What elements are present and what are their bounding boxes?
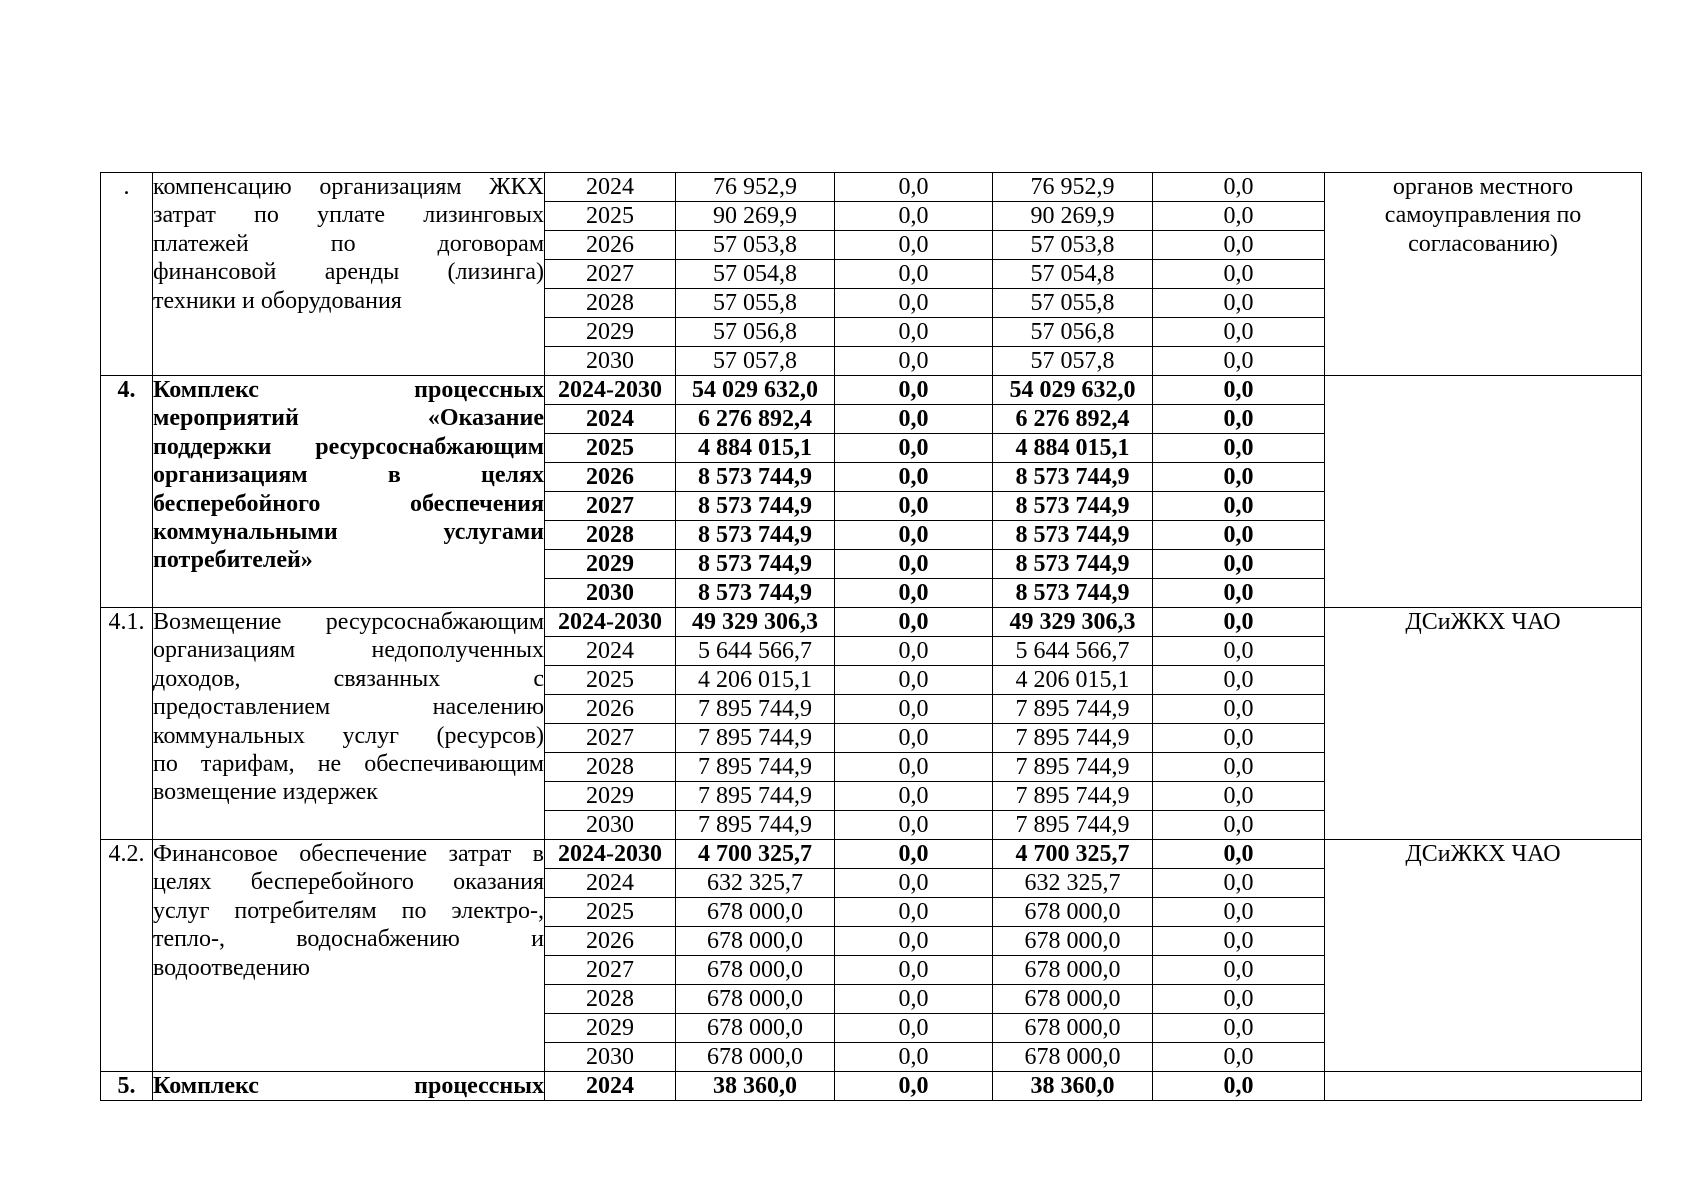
description-line: предоставлением населению [153,694,544,721]
amount-cell: 57 057,8 [993,347,1153,376]
amount-cell: 0,0 [1153,1014,1325,1043]
description-line: целях бесперебойного оказания [153,869,544,896]
description-line: финансовой аренды (лизинга) [153,259,544,286]
amount-cell: 57 053,8 [993,231,1153,260]
year-cell: 2024 [545,1072,676,1101]
executor-line: органов местного [1392,174,1574,200]
executor-line: ДСиЖКХ ЧАО [1405,609,1561,635]
amount-cell: 0,0 [835,956,993,985]
table-row [101,608,1642,637]
amount-cell: 0,0 [1153,753,1325,782]
amount-cell: 0,0 [1153,289,1325,318]
amount-cell: 632 325,7 [993,869,1153,898]
amount-cell: 0,0 [1153,260,1325,289]
amount-cell: 0,0 [835,434,993,463]
amount-cell: 678 000,0 [676,1043,835,1072]
year-cell: 2030 [545,811,676,840]
description-line: поддержки ресурсоснабжающим [153,433,544,460]
amount-cell: 6 276 892,4 [993,405,1153,434]
amount-cell: 8 573 744,9 [676,492,835,521]
amount-cell: 0,0 [835,260,993,289]
amount-cell: 7 895 744,9 [993,811,1153,840]
description-line: компенсацию организациям ЖКХ [153,174,544,200]
amount-cell: 0,0 [1153,637,1325,666]
amount-cell: 0,0 [1153,231,1325,260]
amount-cell: 0,0 [835,811,993,840]
amount-cell: 57 056,8 [993,318,1153,347]
year-cell: 2030 [545,1043,676,1072]
amount-cell: 7 895 744,9 [993,695,1153,724]
description-line: по тарифам, не обеспечивающим [153,751,544,778]
year-cell: 2024 [545,637,676,666]
year-cell: 2026 [545,695,676,724]
description-cell [153,608,545,840]
amount-cell: 57 055,8 [993,289,1153,318]
amount-cell: 0,0 [835,637,993,666]
amount-cell: 54 029 632,0 [676,376,835,405]
executor-cell [1325,1072,1642,1101]
executor-line: согласованию) [1408,230,1558,257]
year-cell: 2027 [545,956,676,985]
description-line: доходов, связанных с [153,665,544,692]
amount-cell: 0,0 [1153,521,1325,550]
executor-cell [1325,376,1642,608]
amount-cell: 0,0 [1153,202,1325,231]
amount-cell: 7 895 744,9 [993,724,1153,753]
amount-cell: 4 206 015,1 [676,666,835,695]
year-cell: 2030 [545,347,676,376]
amount-cell: 8 573 744,9 [676,521,835,550]
description-line: техники и оборудования [153,287,402,314]
description-line: бесперебойного обеспечения [153,490,544,517]
year-cell: 2029 [545,782,676,811]
amount-cell: 4 884 015,1 [676,434,835,463]
amount-cell: 7 895 744,9 [676,695,835,724]
amount-cell: 0,0 [835,1072,993,1101]
amount-cell: 0,0 [1153,376,1325,405]
amount-cell: 0,0 [1153,1072,1325,1101]
amount-cell: 0,0 [1153,550,1325,579]
amount-cell: 632 325,7 [676,869,835,898]
executor-cell [1325,608,1642,840]
amount-cell: 8 573 744,9 [676,579,835,608]
amount-cell: 5 644 566,7 [993,637,1153,666]
program-table [100,172,1642,1101]
amount-cell: 0,0 [1153,463,1325,492]
amount-cell: 0,0 [835,550,993,579]
amount-cell: 5 644 566,7 [676,637,835,666]
year-cell: 2025 [545,898,676,927]
amount-cell: 8 573 744,9 [993,463,1153,492]
item-number-cell: . [101,173,153,376]
amount-cell: 0,0 [835,840,993,869]
year-cell: 2029 [545,318,676,347]
year-cell: 2024-2030 [545,840,676,869]
amount-cell: 0,0 [835,724,993,753]
amount-cell: 8 573 744,9 [993,550,1153,579]
amount-cell: 8 573 744,9 [676,463,835,492]
amount-cell: 0,0 [835,666,993,695]
year-cell: 2024 [545,405,676,434]
description-line: мероприятий «Оказание [153,405,544,432]
amount-cell: 8 573 744,9 [676,550,835,579]
year-cell: 2026 [545,463,676,492]
amount-cell: 38 360,0 [993,1072,1153,1101]
table-row [101,1072,1642,1101]
executor-cell [1325,173,1642,376]
amount-cell: 7 895 744,9 [676,753,835,782]
item-number-cell: 4.2. [101,840,153,1072]
amount-cell: 0,0 [1153,811,1325,840]
description-line: организациям в целях [153,462,544,489]
description-line: Комплекс процессных [153,1073,544,1099]
description-line: затрат по уплате лизинговых [153,202,544,229]
year-cell: 2025 [545,202,676,231]
amount-cell: 4 700 325,7 [993,840,1153,869]
amount-cell: 8 573 744,9 [993,492,1153,521]
description-cell [153,1072,545,1101]
amount-cell: 0,0 [835,492,993,521]
amount-cell: 0,0 [835,1043,993,1072]
amount-cell: 0,0 [835,927,993,956]
amount-cell: 0,0 [1153,985,1325,1014]
table-row [101,376,1642,405]
amount-cell: 0,0 [1153,869,1325,898]
year-cell: 2027 [545,724,676,753]
amount-cell: 0,0 [835,898,993,927]
amount-cell: 678 000,0 [993,1014,1153,1043]
amount-cell: 7 895 744,9 [676,811,835,840]
description-line: платежей по договорам [153,230,544,257]
amount-cell: 0,0 [835,463,993,492]
amount-cell: 7 895 744,9 [993,782,1153,811]
amount-cell: 678 000,0 [676,985,835,1014]
amount-cell: 0,0 [1153,608,1325,637]
description-line: коммунальными услугами [153,519,544,546]
amount-cell: 0,0 [1153,492,1325,521]
executor-line: ДСиЖКХ ЧАО [1405,841,1561,867]
amount-cell: 0,0 [835,608,993,637]
description-line: возмещение издержек [153,779,378,806]
amount-cell: 0,0 [835,1014,993,1043]
year-cell: 2026 [545,231,676,260]
item-number-cell: 4.1. [101,608,153,840]
amount-cell: 0,0 [835,869,993,898]
description-line: водоотведению [153,954,310,981]
amount-cell: 4 884 015,1 [993,434,1153,463]
amount-cell: 0,0 [1153,434,1325,463]
amount-cell: 0,0 [1153,724,1325,753]
amount-cell: 678 000,0 [676,956,835,985]
year-cell: 2028 [545,521,676,550]
amount-cell: 0,0 [1153,579,1325,608]
executor-line: самоуправления по [1384,202,1582,229]
description-line: Возмещение ресурсоснабжающим [153,609,544,635]
amount-cell: 57 057,8 [676,347,835,376]
amount-cell: 0,0 [835,202,993,231]
year-cell: 2029 [545,550,676,579]
year-cell: 2028 [545,985,676,1014]
description-line: потребителей» [153,547,313,574]
year-cell: 2029 [545,1014,676,1043]
description-line: услуг потребителям по электро-, [153,897,544,924]
amount-cell: 57 054,8 [676,260,835,289]
amount-cell: 6 276 892,4 [676,405,835,434]
amount-cell: 0,0 [1153,347,1325,376]
year-cell: 2024-2030 [545,376,676,405]
amount-cell: 678 000,0 [993,956,1153,985]
amount-cell: 0,0 [835,376,993,405]
amount-cell: 0,0 [1153,782,1325,811]
amount-cell: 0,0 [835,753,993,782]
amount-cell: 678 000,0 [993,1043,1153,1072]
year-cell: 2030 [545,579,676,608]
amount-cell: 76 952,9 [676,173,835,202]
amount-cell: 7 895 744,9 [993,753,1153,782]
amount-cell: 57 055,8 [676,289,835,318]
year-cell: 2024 [545,869,676,898]
amount-cell: 0,0 [835,405,993,434]
description-line: Финансовое обеспечение затрат в [153,841,544,867]
description-line: коммунальных услуг (ресурсов) [153,722,544,749]
amount-cell: 0,0 [835,985,993,1014]
amount-cell: 0,0 [835,695,993,724]
amount-cell: 0,0 [1153,840,1325,869]
amount-cell: 0,0 [1153,173,1325,202]
description-line: организациям недополученных [153,637,544,664]
amount-cell: 7 895 744,9 [676,724,835,753]
amount-cell: 49 329 306,3 [676,608,835,637]
item-number-cell: 5. [101,1072,153,1101]
item-number-cell: 4. [101,376,153,608]
amount-cell: 678 000,0 [676,927,835,956]
amount-cell: 76 952,9 [993,173,1153,202]
description-cell [153,173,545,376]
amount-cell: 0,0 [1153,927,1325,956]
amount-cell: 0,0 [1153,1043,1325,1072]
amount-cell: 0,0 [1153,695,1325,724]
year-cell: 2027 [545,260,676,289]
amount-cell: 54 029 632,0 [993,376,1153,405]
amount-cell: 678 000,0 [993,985,1153,1014]
amount-cell: 0,0 [835,318,993,347]
amount-cell: 0,0 [835,173,993,202]
amount-cell: 8 573 744,9 [993,579,1153,608]
amount-cell: 0,0 [1153,318,1325,347]
amount-cell: 0,0 [1153,956,1325,985]
amount-cell: 0,0 [835,289,993,318]
amount-cell: 57 054,8 [993,260,1153,289]
amount-cell: 90 269,9 [676,202,835,231]
amount-cell: 38 360,0 [676,1072,835,1101]
amount-cell: 0,0 [835,782,993,811]
year-cell: 2024 [545,173,676,202]
amount-cell: 90 269,9 [993,202,1153,231]
amount-cell: 678 000,0 [676,1014,835,1043]
year-cell: 2025 [545,666,676,695]
year-cell: 2024-2030 [545,608,676,637]
amount-cell: 0,0 [835,347,993,376]
amount-cell: 678 000,0 [993,898,1153,927]
amount-cell: 8 573 744,9 [993,521,1153,550]
amount-cell: 57 053,8 [676,231,835,260]
amount-cell: 4 206 015,1 [993,666,1153,695]
description-line: тепло-, водоснабжению и [153,926,544,953]
amount-cell: 0,0 [1153,405,1325,434]
description-cell [153,376,545,608]
amount-cell: 57 056,8 [676,318,835,347]
amount-cell: 0,0 [1153,666,1325,695]
description-cell [153,840,545,1072]
amount-cell: 0,0 [835,579,993,608]
year-cell: 2025 [545,434,676,463]
year-cell: 2028 [545,753,676,782]
amount-cell: 678 000,0 [676,898,835,927]
year-cell: 2026 [545,927,676,956]
executor-cell [1325,840,1642,1072]
amount-cell: 4 700 325,7 [676,840,835,869]
amount-cell: 0,0 [835,231,993,260]
description-line: Комплекс процессных [153,377,544,403]
amount-cell: 7 895 744,9 [676,782,835,811]
amount-cell: 678 000,0 [993,927,1153,956]
year-cell: 2028 [545,289,676,318]
amount-cell: 49 329 306,3 [993,608,1153,637]
table-row [101,173,1642,202]
year-cell: 2027 [545,492,676,521]
amount-cell: 0,0 [835,521,993,550]
table-row [101,840,1642,869]
amount-cell: 0,0 [1153,898,1325,927]
